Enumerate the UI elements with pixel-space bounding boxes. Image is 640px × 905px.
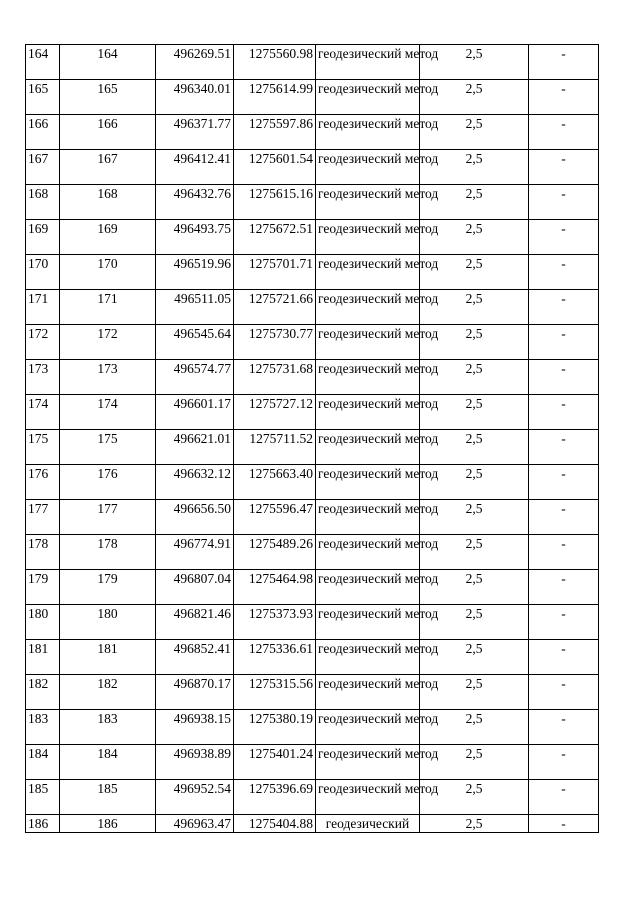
x-coordinate-cell: 496963.47 bbox=[156, 815, 234, 833]
note-cell: - bbox=[529, 605, 599, 640]
method-cell: геодезический метод bbox=[316, 780, 420, 815]
point-id-cell: 176 bbox=[60, 465, 156, 500]
accuracy-cell: 2,5 bbox=[420, 325, 529, 360]
method-cell: геодезический метод bbox=[316, 45, 420, 80]
method-cell: геодезический метод bbox=[316, 360, 420, 395]
table-row bbox=[26, 465, 599, 500]
x-coordinate-cell: 496371.77 bbox=[156, 115, 234, 150]
point-id-cell: 183 bbox=[60, 710, 156, 745]
note-cell: - bbox=[529, 465, 599, 500]
note-cell: - bbox=[529, 745, 599, 780]
accuracy-cell: 2,5 bbox=[420, 395, 529, 430]
method-cell: геодезический метод bbox=[316, 710, 420, 745]
point-id-cell: 179 bbox=[60, 570, 156, 605]
note-cell: - bbox=[529, 500, 599, 535]
method-cell: геодезический метод bbox=[316, 570, 420, 605]
y-coordinate-cell: 1275672.51 bbox=[234, 220, 316, 255]
table-row bbox=[26, 430, 599, 465]
point-id-cell: 185 bbox=[60, 780, 156, 815]
row-number-cell: 180 bbox=[26, 605, 60, 640]
method-cell: геодезический метод bbox=[316, 150, 420, 185]
accuracy-cell: 2,5 bbox=[420, 570, 529, 605]
x-coordinate-cell: 496269.51 bbox=[156, 45, 234, 80]
method-cell: геодезический метод bbox=[316, 640, 420, 675]
point-id-cell: 177 bbox=[60, 500, 156, 535]
row-number-cell: 181 bbox=[26, 640, 60, 675]
method-cell: геодезический метод bbox=[316, 605, 420, 640]
table-row bbox=[26, 570, 599, 605]
row-number-cell: 178 bbox=[26, 535, 60, 570]
method-cell: геодезический метод bbox=[316, 430, 420, 465]
accuracy-cell: 2,5 bbox=[420, 465, 529, 500]
row-number-cell: 168 bbox=[26, 185, 60, 220]
accuracy-cell: 2,5 bbox=[420, 45, 529, 80]
note-cell: - bbox=[529, 290, 599, 325]
point-id-cell: 178 bbox=[60, 535, 156, 570]
note-cell: - bbox=[529, 640, 599, 675]
y-coordinate-cell: 1275730.77 bbox=[234, 325, 316, 360]
point-id-cell: 171 bbox=[60, 290, 156, 325]
row-number-cell: 184 bbox=[26, 745, 60, 780]
y-coordinate-cell: 1275464.98 bbox=[234, 570, 316, 605]
x-coordinate-cell: 496821.46 bbox=[156, 605, 234, 640]
y-coordinate-cell: 1275401.24 bbox=[234, 745, 316, 780]
point-id-cell: 170 bbox=[60, 255, 156, 290]
accuracy-cell: 2,5 bbox=[420, 815, 529, 833]
point-id-cell: 186 bbox=[60, 815, 156, 833]
method-cell: геодезический метод bbox=[316, 500, 420, 535]
x-coordinate-cell: 496621.01 bbox=[156, 430, 234, 465]
x-coordinate-cell: 496938.89 bbox=[156, 745, 234, 780]
point-id-cell: 164 bbox=[60, 45, 156, 80]
note-cell: - bbox=[529, 220, 599, 255]
note-cell: - bbox=[529, 780, 599, 815]
y-coordinate-cell: 1275727.12 bbox=[234, 395, 316, 430]
row-number-cell: 167 bbox=[26, 150, 60, 185]
point-id-cell: 184 bbox=[60, 745, 156, 780]
note-cell: - bbox=[529, 80, 599, 115]
y-coordinate-cell: 1275615.16 bbox=[234, 185, 316, 220]
x-coordinate-cell: 496807.04 bbox=[156, 570, 234, 605]
note-cell: - bbox=[529, 360, 599, 395]
point-id-cell: 175 bbox=[60, 430, 156, 465]
x-coordinate-cell: 496852.41 bbox=[156, 640, 234, 675]
table-row bbox=[26, 325, 599, 360]
y-coordinate-cell: 1275336.61 bbox=[234, 640, 316, 675]
row-number-cell: 172 bbox=[26, 325, 60, 360]
note-cell: - bbox=[529, 395, 599, 430]
table-row bbox=[26, 115, 599, 150]
row-number-cell: 179 bbox=[26, 570, 60, 605]
row-number-cell: 164 bbox=[26, 45, 60, 80]
row-number-cell: 166 bbox=[26, 115, 60, 150]
point-id-cell: 172 bbox=[60, 325, 156, 360]
y-coordinate-cell: 1275396.69 bbox=[234, 780, 316, 815]
method-cell: геодезический метод bbox=[316, 535, 420, 570]
y-coordinate-cell: 1275614.99 bbox=[234, 80, 316, 115]
note-cell: - bbox=[529, 430, 599, 465]
point-id-cell: 181 bbox=[60, 640, 156, 675]
method-cell: геодезический метод bbox=[316, 80, 420, 115]
method-cell: геодезический метод bbox=[316, 675, 420, 710]
y-coordinate-cell: 1275701.71 bbox=[234, 255, 316, 290]
point-id-cell: 180 bbox=[60, 605, 156, 640]
method-cell: геодезический метод bbox=[316, 290, 420, 325]
y-coordinate-cell: 1275597.86 bbox=[234, 115, 316, 150]
point-id-cell: 174 bbox=[60, 395, 156, 430]
note-cell: - bbox=[529, 535, 599, 570]
row-number-cell: 171 bbox=[26, 290, 60, 325]
table-row bbox=[26, 675, 599, 710]
accuracy-cell: 2,5 bbox=[420, 745, 529, 780]
note-cell: - bbox=[529, 815, 599, 833]
point-id-cell: 167 bbox=[60, 150, 156, 185]
accuracy-cell: 2,5 bbox=[420, 675, 529, 710]
row-number-cell: 173 bbox=[26, 360, 60, 395]
note-cell: - bbox=[529, 115, 599, 150]
x-coordinate-cell: 496870.17 bbox=[156, 675, 234, 710]
x-coordinate-cell: 496412.41 bbox=[156, 150, 234, 185]
y-coordinate-cell: 1275315.56 bbox=[234, 675, 316, 710]
accuracy-cell: 2,5 bbox=[420, 80, 529, 115]
point-id-cell: 166 bbox=[60, 115, 156, 150]
accuracy-cell: 2,5 bbox=[420, 500, 529, 535]
note-cell: - bbox=[529, 255, 599, 290]
y-coordinate-cell: 1275404.88 bbox=[234, 815, 316, 833]
x-coordinate-cell: 496519.96 bbox=[156, 255, 234, 290]
y-coordinate-cell: 1275596.47 bbox=[234, 500, 316, 535]
point-id-cell: 165 bbox=[60, 80, 156, 115]
table-row bbox=[26, 640, 599, 675]
table-row bbox=[26, 500, 599, 535]
accuracy-cell: 2,5 bbox=[420, 780, 529, 815]
y-coordinate-cell: 1275489.26 bbox=[234, 535, 316, 570]
accuracy-cell: 2,5 bbox=[420, 290, 529, 325]
note-cell: - bbox=[529, 45, 599, 80]
table-row bbox=[26, 45, 599, 80]
x-coordinate-cell: 496656.50 bbox=[156, 500, 234, 535]
accuracy-cell: 2,5 bbox=[420, 255, 529, 290]
accuracy-cell: 2,5 bbox=[420, 605, 529, 640]
point-id-cell: 168 bbox=[60, 185, 156, 220]
table-row bbox=[26, 220, 599, 255]
method-cell: геодезический bbox=[316, 815, 420, 833]
table-row bbox=[26, 150, 599, 185]
table-row bbox=[26, 745, 599, 780]
row-number-cell: 186 bbox=[26, 815, 60, 833]
x-coordinate-cell: 496601.17 bbox=[156, 395, 234, 430]
y-coordinate-cell: 1275731.68 bbox=[234, 360, 316, 395]
y-coordinate-cell: 1275721.66 bbox=[234, 290, 316, 325]
point-id-cell: 169 bbox=[60, 220, 156, 255]
accuracy-cell: 2,5 bbox=[420, 710, 529, 745]
x-coordinate-cell: 496493.75 bbox=[156, 220, 234, 255]
accuracy-cell: 2,5 bbox=[420, 430, 529, 465]
note-cell: - bbox=[529, 185, 599, 220]
table-row bbox=[26, 535, 599, 570]
table-row bbox=[26, 605, 599, 640]
coordinates-table bbox=[25, 44, 599, 833]
accuracy-cell: 2,5 bbox=[420, 535, 529, 570]
point-id-cell: 173 bbox=[60, 360, 156, 395]
table-body bbox=[26, 45, 599, 833]
table-row bbox=[26, 360, 599, 395]
accuracy-cell: 2,5 bbox=[420, 360, 529, 395]
table-row bbox=[26, 185, 599, 220]
x-coordinate-cell: 496774.91 bbox=[156, 535, 234, 570]
method-cell: геодезический метод bbox=[316, 465, 420, 500]
row-number-cell: 182 bbox=[26, 675, 60, 710]
row-number-cell: 177 bbox=[26, 500, 60, 535]
row-number-cell: 183 bbox=[26, 710, 60, 745]
table-row bbox=[26, 290, 599, 325]
note-cell: - bbox=[529, 325, 599, 360]
method-cell: геодезический метод bbox=[316, 255, 420, 290]
method-cell: геодезический метод bbox=[316, 395, 420, 430]
table-row bbox=[26, 395, 599, 430]
row-number-cell: 170 bbox=[26, 255, 60, 290]
table-row bbox=[26, 255, 599, 290]
row-number-cell: 169 bbox=[26, 220, 60, 255]
x-coordinate-cell: 496545.64 bbox=[156, 325, 234, 360]
accuracy-cell: 2,5 bbox=[420, 150, 529, 185]
method-cell: геодезический метод bbox=[316, 185, 420, 220]
note-cell: - bbox=[529, 570, 599, 605]
x-coordinate-cell: 496432.76 bbox=[156, 185, 234, 220]
note-cell: - bbox=[529, 675, 599, 710]
note-cell: - bbox=[529, 150, 599, 185]
x-coordinate-cell: 496938.15 bbox=[156, 710, 234, 745]
x-coordinate-cell: 496340.01 bbox=[156, 80, 234, 115]
row-number-cell: 165 bbox=[26, 80, 60, 115]
row-number-cell: 176 bbox=[26, 465, 60, 500]
table-row bbox=[26, 80, 599, 115]
note-cell: - bbox=[529, 710, 599, 745]
method-cell: геодезический метод bbox=[316, 115, 420, 150]
y-coordinate-cell: 1275380.19 bbox=[234, 710, 316, 745]
y-coordinate-cell: 1275663.40 bbox=[234, 465, 316, 500]
row-number-cell: 185 bbox=[26, 780, 60, 815]
y-coordinate-cell: 1275560.98 bbox=[234, 45, 316, 80]
x-coordinate-cell: 496632.12 bbox=[156, 465, 234, 500]
accuracy-cell: 2,5 bbox=[420, 640, 529, 675]
accuracy-cell: 2,5 bbox=[420, 115, 529, 150]
y-coordinate-cell: 1275711.52 bbox=[234, 430, 316, 465]
point-id-cell: 182 bbox=[60, 675, 156, 710]
y-coordinate-cell: 1275373.93 bbox=[234, 605, 316, 640]
method-cell: геодезический метод bbox=[316, 220, 420, 255]
x-coordinate-cell: 496952.54 bbox=[156, 780, 234, 815]
method-cell: геодезический метод bbox=[316, 325, 420, 360]
x-coordinate-cell: 496511.05 bbox=[156, 290, 234, 325]
table-row bbox=[26, 780, 599, 815]
table-row bbox=[26, 815, 599, 833]
accuracy-cell: 2,5 bbox=[420, 185, 529, 220]
accuracy-cell: 2,5 bbox=[420, 220, 529, 255]
y-coordinate-cell: 1275601.54 bbox=[234, 150, 316, 185]
table-row bbox=[26, 710, 599, 745]
row-number-cell: 174 bbox=[26, 395, 60, 430]
row-number-cell: 175 bbox=[26, 430, 60, 465]
method-cell: геодезический метод bbox=[316, 745, 420, 780]
x-coordinate-cell: 496574.77 bbox=[156, 360, 234, 395]
